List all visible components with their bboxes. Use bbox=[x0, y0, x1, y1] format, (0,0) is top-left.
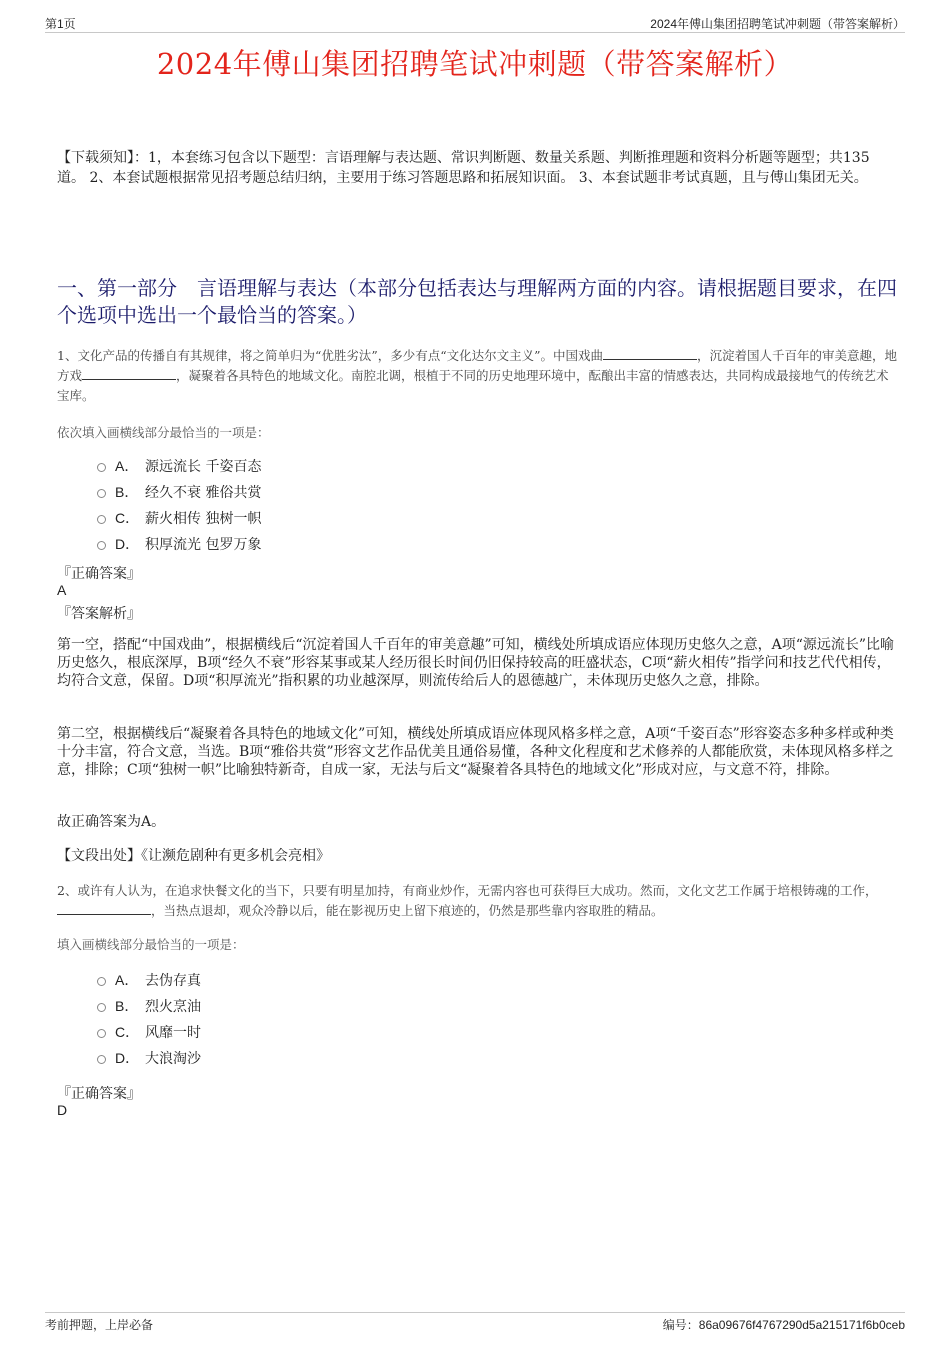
section-title: 一、第一部分 言语理解与表达（本部分包括表达与理解两方面的内容。请根据题目要求，在四个选项中选出一个最恰当的答案。） bbox=[57, 276, 897, 327]
question-1-blank-1 bbox=[603, 347, 697, 360]
radio-icon[interactable] bbox=[97, 489, 106, 498]
question-1-option-b[interactable] bbox=[97, 482, 261, 502]
page-header bbox=[45, 12, 905, 33]
radio-icon[interactable] bbox=[97, 1029, 106, 1038]
option-letter: B． bbox=[115, 998, 139, 1014]
download-notice: 【下载须知】：1，本套练习包含以下题型：言语理解与表达题、常识判断题、数量关系题、判断推理题和资料分析题等题型；共135道。 2、本套试题根据常见招考题总结归纳，主要用于练习答题思路和拓展知识面。 3、本套试题非考试真题，且与傅山集团无关。 bbox=[57, 150, 870, 186]
option-letter: D． bbox=[115, 536, 140, 552]
question-2-option-d[interactable] bbox=[97, 1048, 201, 1068]
option-letter: C． bbox=[115, 510, 140, 526]
question-2-prompt: 填入画横线部分最恰当的一项是： bbox=[57, 937, 245, 952]
question-1-option-a[interactable] bbox=[97, 456, 261, 476]
question-1-stem-part-b: ，沉淀着国人千百年的审美意趣，地方戏 bbox=[57, 348, 898, 383]
option-text: 积厚流光 包罗万象 bbox=[145, 537, 262, 553]
question-1-prompt: 依次填入画横线部分最恰当的一项是： bbox=[57, 425, 270, 440]
question-1-option-d[interactable] bbox=[97, 534, 261, 554]
question-1-conclusion: 故正确答案为A。 bbox=[57, 814, 166, 830]
question-1-answer: A bbox=[57, 582, 67, 598]
radio-icon[interactable] bbox=[97, 1003, 106, 1012]
option-letter: A． bbox=[115, 458, 139, 474]
question-1-stem-part-a: 1、文化产品的传播自有其规律，将之简单归为“优胜劣汰”，多少有点“文化达尔文主义”。中国戏曲 bbox=[57, 348, 604, 363]
question-2-option-b[interactable] bbox=[97, 996, 201, 1016]
question-2-stem-part-b: ，当热点退却，观众冷静以后，能在影视历史上留下痕迹的，仍然是那些靠内容取胜的精品。 bbox=[151, 903, 664, 918]
question-1-analysis-2: 第二空，根据横线后“凝聚着各具特色的地域文化”可知，横线处所填成语应体现风格多样之意，A项“千姿百态”形容姿态多种多样或种类十分丰富，符合文意，当选。B项“雅俗共赏”形容文艺作品优美且通俗易懂，各种文化程度和艺术修养的人都能欣赏，未体现风格多样之意，排除；C项“独树一帜”比喻独特新奇，自成一家，无法与后文“凝聚着各具特色的地域文化”形成对应，与文意不符，排除。 bbox=[57, 726, 894, 778]
question-2-option-c[interactable] bbox=[97, 1022, 201, 1042]
question-2-blank bbox=[57, 902, 151, 915]
footer-slogan: 考前押题，上岸必备 bbox=[45, 1318, 154, 1332]
option-text: 经久不衰 雅俗共赏 bbox=[145, 485, 262, 501]
radio-icon[interactable] bbox=[97, 463, 106, 472]
option-letter: D． bbox=[115, 1050, 140, 1066]
radio-icon[interactable] bbox=[97, 1055, 106, 1064]
document-title: 2024年傅山集团招聘笔试冲刺题（带答案解析） bbox=[156, 47, 794, 81]
option-letter: C． bbox=[115, 1024, 140, 1040]
footer-serial: 编号：86a09676f4767290d5a215171f6b0ceb bbox=[662, 1318, 905, 1332]
question-2-option-a[interactable] bbox=[97, 970, 201, 990]
question-1-answer-label: 『正确答案』 bbox=[57, 566, 141, 582]
page-number: 第1页 bbox=[45, 17, 76, 31]
option-text: 去伪存真 bbox=[145, 973, 201, 989]
page-footer bbox=[45, 1312, 905, 1333]
radio-icon[interactable] bbox=[97, 541, 106, 550]
question-1-stem bbox=[57, 346, 900, 406]
question-2-stem-part-a: 2、或许有人认为，在追求快餐文化的当下，只要有明星加持，有商业炒作，无需内容也可获得巨大成功。然而，文化文艺工作属于培根铸魂的工作， bbox=[57, 883, 872, 898]
option-text: 风靡一时 bbox=[145, 1025, 201, 1041]
question-1-stem-part-c: ，凝聚着各具特色的地域文化。南腔北调，根植于不同的历史地理环境中，酝酿出丰富的情感表达，共同构成最接地气的传统艺术宝库。 bbox=[57, 368, 889, 403]
radio-icon[interactable] bbox=[97, 977, 106, 986]
radio-icon[interactable] bbox=[97, 515, 106, 524]
option-text: 烈火烹油 bbox=[145, 999, 201, 1015]
option-text: 源远流长 千姿百态 bbox=[145, 459, 262, 475]
question-1-blank-2 bbox=[82, 367, 176, 380]
question-1-analysis-1: 第一空，搭配“中国戏曲”，根据横线后“沉淀着国人千百年的审美意趣”可知，横线处所填成语应体现历史悠久之意，A项“源远流长”比喻历史悠久，根底深厚，B项“经久不衰”形容某事或某人经历很长时间仍旧保持较高的旺盛状态，C项“薪火相传”指学问和技艺代代相传，均符合文意，保留。D项“积厚流光”指积累的功业越深厚，则流传给后人的恩德越广，未体现历史悠久之意，排除。 bbox=[57, 637, 895, 689]
option-letter: A． bbox=[115, 972, 139, 988]
question-1-source: 【文段出处】《让濒危剧种有更多机会亮相》 bbox=[57, 848, 330, 864]
option-text: 大浪淘沙 bbox=[145, 1051, 201, 1067]
option-text: 薪火相传 独树一帜 bbox=[145, 511, 262, 527]
question-1-analysis-label: 『答案解析』 bbox=[57, 606, 141, 622]
header-doc-title: 2024年傅山集团招聘笔试冲刺题（带答案解析） bbox=[650, 17, 905, 31]
question-2-stem bbox=[57, 881, 900, 921]
question-2-answer: D bbox=[57, 1102, 68, 1118]
question-2-answer-label: 『正确答案』 bbox=[57, 1086, 141, 1102]
question-1-option-c[interactable] bbox=[97, 508, 261, 528]
option-letter: B． bbox=[115, 484, 139, 500]
